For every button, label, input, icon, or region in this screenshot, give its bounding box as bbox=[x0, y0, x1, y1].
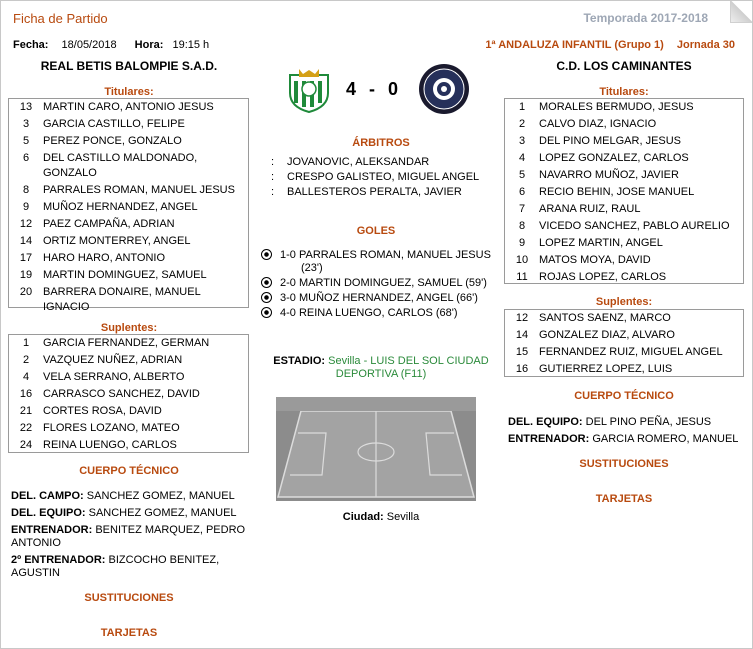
city-label: Ciudad: bbox=[342, 511, 384, 523]
player-number: 6 bbox=[22, 152, 30, 164]
player-number: 13 bbox=[19, 101, 33, 113]
away-team-name: C.D. LOS CAMINANTES bbox=[556, 59, 692, 73]
player-name bbox=[539, 152, 743, 165]
player-name bbox=[43, 286, 248, 299]
staff-name: BENITEZ MARQUEZ, PEDRO bbox=[95, 524, 246, 536]
player-name-line: ARANA RUIZ, RAUL bbox=[539, 203, 641, 215]
away-staff-list bbox=[508, 416, 748, 450]
away-starter-row[interactable] bbox=[505, 167, 743, 184]
competition-name: 1ª ANDALUZA INFANTIL (Grupo 1) bbox=[485, 39, 664, 51]
home-starter-row[interactable] bbox=[9, 284, 248, 301]
referees-label: ÁRBITROS bbox=[352, 137, 410, 149]
player-name bbox=[43, 354, 248, 367]
player-name bbox=[43, 405, 248, 418]
player-number: 24 bbox=[19, 439, 33, 451]
away-starter-row[interactable] bbox=[505, 269, 743, 286]
soccer-ball-icon bbox=[261, 249, 272, 260]
away-starter-row[interactable] bbox=[505, 99, 743, 116]
staff-role: DEL. CAMPO: bbox=[11, 490, 84, 502]
player-name-line: NAVARRO MUÑOZ, JAVIER bbox=[539, 169, 679, 181]
player-number: 9 bbox=[518, 237, 526, 249]
player-number: 12 bbox=[515, 312, 529, 324]
goal-row bbox=[261, 292, 478, 305]
home-starter-row[interactable] bbox=[9, 233, 248, 250]
staff-name: BIZCOCHO BENITEZ, bbox=[108, 554, 220, 566]
player-name-line: CORTES ROSA, DAVID bbox=[43, 405, 162, 417]
staff-name: SANCHEZ GOMEZ, MANUEL bbox=[86, 490, 235, 502]
player-name bbox=[43, 218, 248, 231]
referee-colon: : bbox=[271, 156, 275, 168]
goal-scorer: PARRALES ROMAN, MANUEL JESUS bbox=[298, 249, 491, 261]
competition-info bbox=[485, 39, 735, 51]
player-number: 1 bbox=[518, 101, 526, 113]
player-name-line: MUÑOZ HERNANDEZ, ANGEL bbox=[43, 201, 198, 213]
home-starter-row[interactable] bbox=[9, 133, 248, 150]
player-name bbox=[539, 237, 743, 250]
referee-name: JOVANOVIC, ALEKSANDAR bbox=[287, 156, 430, 168]
player-name bbox=[539, 220, 743, 233]
referee-row bbox=[271, 186, 462, 199]
player-name bbox=[539, 135, 743, 148]
player-number: 16 bbox=[19, 388, 33, 400]
page-title: Ficha de Partido bbox=[13, 11, 108, 26]
player-name-line: SANTOS SAENZ, MARCO bbox=[539, 312, 671, 324]
referee-name: CRESPO GALISTEO, MIGUEL ANGEL bbox=[287, 171, 480, 183]
score-away: 0 bbox=[388, 79, 400, 99]
staff-entry bbox=[11, 554, 256, 580]
home-sub-row[interactable] bbox=[9, 335, 248, 352]
player-number: 20 bbox=[19, 286, 33, 298]
player-name-line: MARTIN CARO, ANTONIO JESUS bbox=[43, 101, 214, 113]
stadium-label: ESTADIO: bbox=[273, 355, 326, 367]
away-sub-row[interactable] bbox=[505, 361, 743, 378]
player-number: 10 bbox=[515, 254, 529, 266]
home-starter-row[interactable] bbox=[9, 267, 248, 284]
away-starter-row[interactable] bbox=[505, 150, 743, 167]
player-name-line: RECIO BEHIN, JOSE MANUEL bbox=[539, 186, 695, 198]
player-name-line: MATOS MOYA, DAVID bbox=[539, 254, 651, 266]
player-name-line: GARCIA CASTILLO, FELIPE bbox=[43, 118, 185, 130]
away-starter-row[interactable] bbox=[505, 218, 743, 235]
player-name bbox=[43, 388, 248, 401]
header-bar bbox=[2, 2, 752, 32]
score bbox=[346, 79, 399, 100]
player-name-line: ROJAS LOPEZ, CARLOS bbox=[539, 271, 667, 283]
stadium-info bbox=[266, 355, 496, 381]
goal-row bbox=[261, 307, 458, 320]
goal-score: 2-0 bbox=[280, 277, 296, 289]
player-name bbox=[539, 312, 743, 325]
referee-colon: : bbox=[271, 171, 275, 183]
player-number: 12 bbox=[19, 218, 33, 230]
away-sub-row[interactable] bbox=[505, 310, 743, 327]
goal-row bbox=[261, 249, 491, 275]
home-starter-row[interactable] bbox=[9, 216, 248, 233]
player-name bbox=[43, 422, 248, 435]
referee-row bbox=[271, 156, 429, 169]
player-name-line: GONZALEZ DIAZ, ALVARO bbox=[539, 329, 675, 341]
home-team-crest bbox=[284, 67, 334, 113]
player-name-line: PARRALES ROMAN, MANUEL JESUS bbox=[43, 184, 235, 196]
referee-colon: : bbox=[271, 186, 275, 198]
player-name-line: MORALES BERMUDO, JESUS bbox=[539, 101, 694, 113]
away-team-crest bbox=[417, 63, 471, 115]
home-starters-label: Titulares: bbox=[104, 86, 154, 98]
goal-scorer: MUÑOZ HERNANDEZ, ANGEL (66') bbox=[298, 292, 478, 304]
home-starters-list bbox=[8, 98, 249, 313]
staff-role: DEL. EQUIPO: bbox=[508, 416, 583, 428]
player-number: 22 bbox=[19, 422, 33, 434]
home-staff-list bbox=[11, 490, 256, 584]
referee-name: BALLESTEROS PERALTA, JAVIER bbox=[287, 186, 462, 198]
home-sub-row[interactable] bbox=[9, 403, 248, 420]
player-name bbox=[43, 118, 248, 131]
home-sub-row[interactable] bbox=[9, 420, 248, 437]
player-name-line: VICEDO SANCHEZ, PABLO AURELIO bbox=[539, 220, 730, 232]
staff-name: GARCIA ROMERO, MANUEL bbox=[592, 433, 739, 445]
goals-label: GOLES bbox=[356, 225, 396, 237]
player-number: 8 bbox=[22, 184, 30, 196]
player-name-line: REINA LUENGO, CARLOS bbox=[43, 439, 177, 451]
away-subs-label: Suplentes: bbox=[595, 296, 653, 308]
staff-name-cont: AGUSTIN bbox=[11, 567, 60, 579]
staff-entry bbox=[508, 433, 748, 446]
player-name bbox=[539, 346, 743, 359]
home-starter-row[interactable] bbox=[9, 116, 248, 133]
stadium-value[interactable]: Sevilla - LUIS DEL SOL CIUDAD bbox=[328, 355, 489, 367]
player-name-line: GONZALO bbox=[43, 167, 97, 179]
player-name bbox=[43, 184, 248, 197]
player-name-line: LOPEZ GONZALEZ, CARLOS bbox=[539, 152, 689, 164]
home-starter-row[interactable] bbox=[9, 182, 248, 199]
soccer-ball-icon bbox=[261, 277, 272, 288]
player-number: 2 bbox=[22, 354, 30, 366]
jornada: Jornada 30 bbox=[676, 39, 735, 51]
away-starter-row[interactable] bbox=[505, 133, 743, 150]
player-number: 5 bbox=[22, 135, 30, 147]
home-sub-row[interactable] bbox=[9, 369, 248, 386]
player-name-line: BARRERA DONAIRE, MANUEL bbox=[43, 286, 201, 298]
stadium-photo bbox=[276, 397, 476, 501]
player-name bbox=[43, 337, 248, 350]
player-name bbox=[539, 169, 743, 182]
player-number: 7 bbox=[518, 203, 526, 215]
home-subs-list bbox=[8, 334, 249, 453]
date-value: 18/05/2018 bbox=[61, 39, 117, 51]
player-name bbox=[539, 186, 743, 199]
player-number: 5 bbox=[518, 169, 526, 181]
player-name-line: VELA SERRANO, ALBERTO bbox=[43, 371, 185, 383]
staff-name: SANCHEZ GOMEZ, MANUEL bbox=[88, 507, 237, 519]
staff-entry bbox=[11, 524, 256, 550]
home-starter-row[interactable] bbox=[9, 199, 248, 216]
player-number: 4 bbox=[518, 152, 526, 164]
away-cards-section[interactable]: TARJETAS bbox=[595, 493, 653, 505]
goal-score: 1-0 bbox=[280, 249, 296, 261]
player-name bbox=[43, 101, 248, 114]
score-home: 4 bbox=[346, 79, 358, 99]
score-separator: - bbox=[369, 79, 377, 99]
away-sub-row[interactable] bbox=[505, 344, 743, 361]
player-number: 3 bbox=[22, 118, 30, 130]
away-subs-section[interactable]: SUSTITUCIONES bbox=[579, 458, 669, 470]
player-name-line: LOPEZ MARTIN, ANGEL bbox=[539, 237, 663, 249]
player-name bbox=[539, 118, 743, 131]
player-name-line: DEL PINO MELGAR, JESUS bbox=[539, 135, 682, 147]
staff-role: DEL. EQUIPO: bbox=[11, 507, 86, 519]
player-name bbox=[43, 235, 248, 248]
player-number: 6 bbox=[518, 186, 526, 198]
time-label: Hora: bbox=[134, 39, 164, 51]
player-name bbox=[539, 329, 743, 342]
player-number: 4 bbox=[22, 371, 30, 383]
player-name bbox=[539, 203, 743, 216]
date-label: Fecha: bbox=[13, 39, 49, 51]
goal-scorer: MARTIN DOMINGUEZ, SAMUEL (59') bbox=[298, 277, 487, 289]
player-name-line: HARO HARO, ANTONIO bbox=[43, 252, 166, 264]
player-name bbox=[43, 439, 248, 452]
player-name bbox=[539, 363, 743, 376]
player-number: 9 bbox=[22, 201, 30, 213]
goal-score: 3-0 bbox=[280, 292, 296, 304]
home-sub-row[interactable] bbox=[9, 437, 248, 454]
goal-row bbox=[261, 277, 487, 290]
player-name bbox=[539, 271, 743, 284]
player-name bbox=[43, 201, 248, 214]
referee-row bbox=[271, 171, 479, 184]
player-name-line: FLORES LOZANO, MATEO bbox=[43, 422, 180, 434]
city-value: Sevilla bbox=[386, 511, 420, 523]
player-name-line: CARRASCO SANCHEZ, DAVID bbox=[43, 388, 200, 400]
goal-minute: (23') bbox=[301, 262, 323, 274]
home-starter-row[interactable] bbox=[9, 150, 248, 167]
home-starter-row-cont bbox=[9, 301, 248, 316]
home-starter-row[interactable] bbox=[9, 250, 248, 267]
city-info bbox=[266, 511, 496, 523]
player-name-line: PEREZ PONCE, GONZALO bbox=[43, 135, 182, 147]
player-number: 14 bbox=[19, 235, 33, 247]
player-number: 19 bbox=[19, 269, 33, 281]
home-sub-row[interactable] bbox=[9, 386, 248, 403]
home-team-name: REAL BETIS BALOMPIE S.A.D. bbox=[40, 59, 218, 73]
player-number: 15 bbox=[515, 346, 529, 358]
away-starter-row[interactable] bbox=[505, 184, 743, 201]
goal-score: 4-0 bbox=[280, 307, 296, 319]
player-name-line: GUTIERREZ LOPEZ, LUIS bbox=[539, 363, 673, 375]
player-name-line: MARTIN DOMINGUEZ, SAMUEL bbox=[43, 269, 207, 281]
soccer-ball-icon bbox=[261, 307, 272, 318]
player-number: 2 bbox=[518, 118, 526, 130]
player-number: 14 bbox=[515, 329, 529, 341]
player-number: 11 bbox=[516, 271, 528, 283]
away-starter-row[interactable] bbox=[505, 201, 743, 218]
staff-role: ENTRENADOR: bbox=[508, 433, 590, 445]
away-starter-row[interactable] bbox=[505, 116, 743, 133]
season-label: Temporada 2017-2018 bbox=[583, 11, 708, 25]
player-number: 21 bbox=[19, 405, 33, 417]
player-number: 16 bbox=[515, 363, 529, 375]
page-fold-corner bbox=[730, 1, 752, 23]
player-name-line: VAZQUEZ NUÑEZ, ADRIAN bbox=[43, 354, 183, 366]
staff-entry bbox=[11, 507, 256, 520]
goal-scorer: REINA LUENGO, CARLOS (68') bbox=[298, 307, 458, 319]
staff-entry bbox=[11, 490, 256, 503]
player-name bbox=[43, 135, 248, 148]
away-sub-row[interactable] bbox=[505, 327, 743, 344]
player-name-line: FERNANDEZ RUIZ, MIGUEL ANGEL bbox=[539, 346, 723, 358]
player-number: 1 bbox=[22, 337, 30, 349]
player-number: 17 bbox=[19, 252, 33, 264]
player-name-line: CALVO DIAZ, IGNACIO bbox=[539, 118, 657, 130]
time-value: 19:15 h bbox=[172, 39, 210, 51]
away-starter-row[interactable] bbox=[505, 252, 743, 269]
staff-name-cont: ANTONIO bbox=[11, 537, 61, 549]
player-number: 8 bbox=[518, 220, 526, 232]
soccer-ball-icon bbox=[261, 292, 272, 303]
player-name-line: PAEZ CAMPAÑA, ADRIAN bbox=[43, 218, 175, 230]
match-date-time bbox=[13, 39, 209, 51]
staff-role: 2º ENTRENADOR: bbox=[11, 554, 106, 566]
player-name bbox=[539, 254, 743, 267]
home-subs-label: Suplentes: bbox=[100, 322, 158, 334]
home-starter-row-cont bbox=[9, 167, 248, 182]
away-starter-row[interactable] bbox=[505, 235, 743, 252]
player-name bbox=[539, 101, 743, 114]
away-staff-label: CUERPO TÉCNICO bbox=[574, 390, 674, 402]
player-name-line: ORTIZ MONTERREY, ANGEL bbox=[43, 235, 191, 247]
home-sub-row[interactable] bbox=[9, 352, 248, 369]
staff-role: ENTRENADOR: bbox=[11, 524, 93, 536]
staff-entry bbox=[508, 416, 748, 429]
player-name-line: DEL CASTILLO MALDONADO, bbox=[43, 152, 198, 164]
away-subs-list bbox=[504, 309, 744, 377]
home-starter-row[interactable] bbox=[9, 99, 248, 116]
staff-name: DEL PINO PEÑA, JESUS bbox=[585, 416, 712, 428]
away-starters-label: Titulares: bbox=[599, 86, 649, 98]
home-subs-section[interactable]: SUSTITUCIONES bbox=[84, 592, 174, 604]
player-name-line: GARCIA FERNANDEZ, GERMAN bbox=[43, 337, 210, 349]
player-name bbox=[43, 252, 248, 265]
away-starters-list bbox=[504, 98, 744, 284]
player-name bbox=[43, 371, 248, 384]
player-name bbox=[43, 152, 248, 165]
home-staff-label: CUERPO TÉCNICO bbox=[79, 465, 179, 477]
player-name-line: IGNACIO bbox=[43, 301, 90, 313]
stadium-value-2[interactable]: DEPORTIVA (F11) bbox=[335, 368, 427, 380]
player-name bbox=[43, 269, 248, 282]
home-cards-section[interactable]: TARJETAS bbox=[100, 627, 158, 639]
player-number: 3 bbox=[518, 135, 526, 147]
